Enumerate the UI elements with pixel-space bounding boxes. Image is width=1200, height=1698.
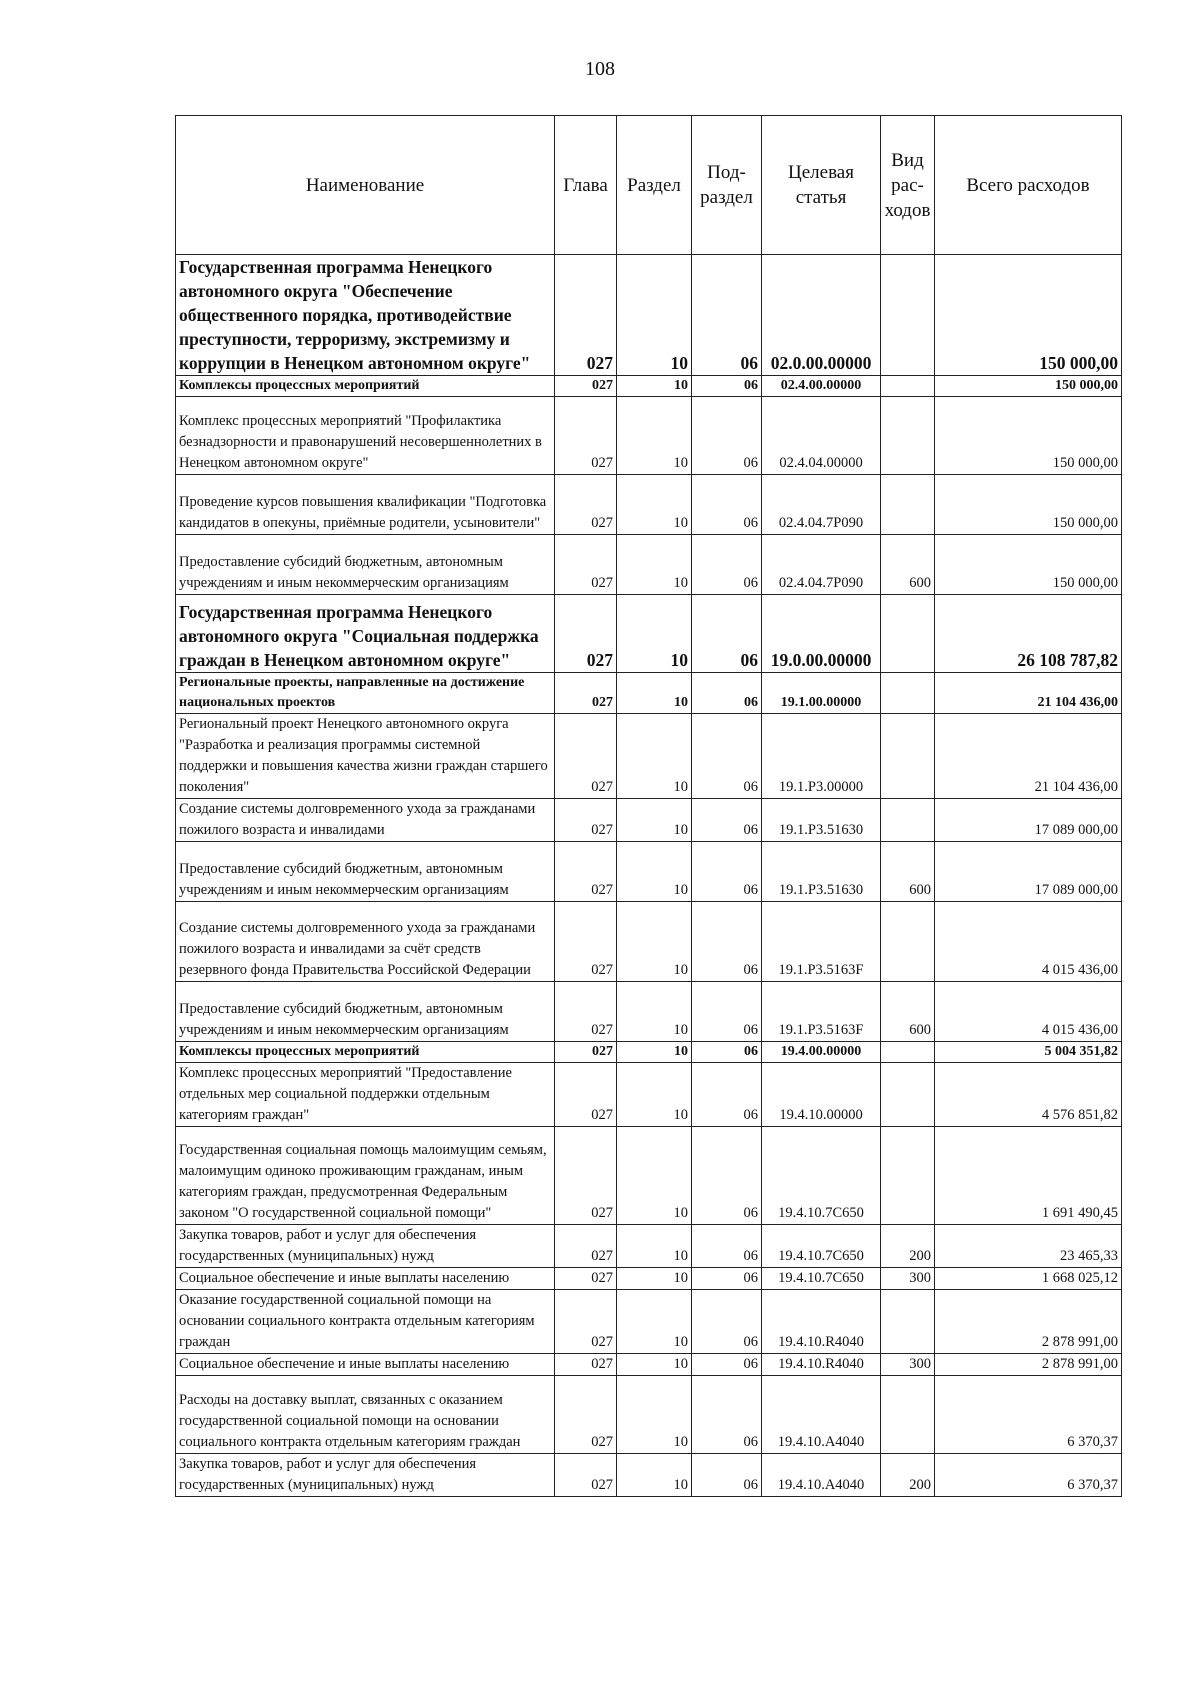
row-vid: 600 bbox=[881, 982, 935, 1042]
row-podrazdel: 06 bbox=[692, 982, 762, 1042]
row-total: 17 089 000,00 bbox=[935, 842, 1122, 902]
row-name: Социальное обеспечение и иные выплаты населению bbox=[176, 1354, 555, 1376]
row-vid: 200 bbox=[881, 1225, 935, 1268]
row-razdel: 10 bbox=[617, 902, 692, 982]
row-glava: 027 bbox=[555, 1225, 617, 1268]
row-podrazdel: 06 bbox=[692, 902, 762, 982]
row-glava: 027 bbox=[555, 1063, 617, 1127]
row-total: 17 089 000,00 bbox=[935, 799, 1122, 842]
row-vid bbox=[881, 799, 935, 842]
row-podrazdel: 06 bbox=[692, 1268, 762, 1290]
row-total: 23 465,33 bbox=[935, 1225, 1122, 1268]
row-target: 19.4.10.7С650 bbox=[762, 1127, 881, 1225]
row-glava: 027 bbox=[555, 255, 617, 376]
row-glava: 027 bbox=[555, 595, 617, 673]
row-vid bbox=[881, 475, 935, 535]
row-razdel: 10 bbox=[617, 1376, 692, 1454]
row-glava: 027 bbox=[555, 842, 617, 902]
row-target: 02.4.04.7Р090 bbox=[762, 475, 881, 535]
row-target: 19.1.Р3.5163F bbox=[762, 982, 881, 1042]
row-razdel: 10 bbox=[617, 535, 692, 595]
table-row bbox=[176, 1354, 1122, 1376]
row-name: Комплекс процессных мероприятий "Предоставление отдельных мер социальной поддержки отдельным категориям граждан" bbox=[176, 1063, 555, 1127]
row-target: 02.0.00.00000 bbox=[762, 255, 881, 376]
budget-table bbox=[175, 115, 1122, 1497]
row-razdel: 10 bbox=[617, 595, 692, 673]
row-total: 150 000,00 bbox=[935, 376, 1122, 397]
row-podrazdel: 06 bbox=[692, 1376, 762, 1454]
row-vid bbox=[881, 255, 935, 376]
row-glava: 027 bbox=[555, 982, 617, 1042]
row-glava: 027 bbox=[555, 1127, 617, 1225]
row-vid bbox=[881, 902, 935, 982]
row-total: 150 000,00 bbox=[935, 255, 1122, 376]
table-row bbox=[176, 1290, 1122, 1354]
row-razdel: 10 bbox=[617, 1290, 692, 1354]
row-target: 19.4.10.R4040 bbox=[762, 1354, 881, 1376]
row-total: 2 878 991,00 bbox=[935, 1290, 1122, 1354]
row-name: Расходы на доставку выплат, связанных с оказанием государственной социальной помощи на основании социального контракта отдельным категориям граждан bbox=[176, 1376, 555, 1454]
row-glava: 027 bbox=[555, 902, 617, 982]
row-glava: 027 bbox=[555, 475, 617, 535]
row-podrazdel: 06 bbox=[692, 1454, 762, 1497]
row-podrazdel: 06 bbox=[692, 1225, 762, 1268]
row-podrazdel: 06 bbox=[692, 376, 762, 397]
table-row bbox=[176, 595, 1122, 673]
row-razdel: 10 bbox=[617, 1127, 692, 1225]
row-razdel: 10 bbox=[617, 397, 692, 475]
row-podrazdel: 06 bbox=[692, 673, 762, 714]
table-row bbox=[176, 1376, 1122, 1454]
page-number: 108 bbox=[585, 58, 615, 80]
row-vid bbox=[881, 376, 935, 397]
table-row bbox=[176, 255, 1122, 376]
row-total: 150 000,00 bbox=[935, 397, 1122, 475]
table-row bbox=[176, 982, 1122, 1042]
header-target: Целевая статья bbox=[762, 116, 881, 255]
row-target: 19.1.Р3.51630 bbox=[762, 842, 881, 902]
row-vid: 300 bbox=[881, 1354, 935, 1376]
row-razdel: 10 bbox=[617, 376, 692, 397]
row-podrazdel: 06 bbox=[692, 595, 762, 673]
row-name: Предоставление субсидий бюджетным, автономным учреждениям и иным некоммерческим организациям bbox=[176, 842, 555, 902]
row-target: 19.4.10.R4040 bbox=[762, 1290, 881, 1354]
row-target: 19.1.00.00000 bbox=[762, 673, 881, 714]
table-row bbox=[176, 535, 1122, 595]
row-total: 2 878 991,00 bbox=[935, 1354, 1122, 1376]
row-razdel: 10 bbox=[617, 255, 692, 376]
row-razdel: 10 bbox=[617, 1268, 692, 1290]
row-podrazdel: 06 bbox=[692, 842, 762, 902]
table-row bbox=[176, 1042, 1122, 1063]
row-target: 19.4.00.00000 bbox=[762, 1042, 881, 1063]
row-total: 5 004 351,82 bbox=[935, 1042, 1122, 1063]
row-vid: 600 bbox=[881, 842, 935, 902]
row-total: 4 015 436,00 bbox=[935, 902, 1122, 982]
table-row bbox=[176, 842, 1122, 902]
row-vid bbox=[881, 397, 935, 475]
table-row bbox=[176, 376, 1122, 397]
row-razdel: 10 bbox=[617, 1454, 692, 1497]
row-name: Социальное обеспечение и иные выплаты населению bbox=[176, 1268, 555, 1290]
row-total: 1 668 025,12 bbox=[935, 1268, 1122, 1290]
row-glava: 027 bbox=[555, 1354, 617, 1376]
table-row bbox=[176, 397, 1122, 475]
row-podrazdel: 06 bbox=[692, 1290, 762, 1354]
table-row bbox=[176, 1268, 1122, 1290]
row-target: 19.4.10.00000 bbox=[762, 1063, 881, 1127]
row-vid bbox=[881, 1042, 935, 1063]
row-vid: 600 bbox=[881, 535, 935, 595]
row-razdel: 10 bbox=[617, 842, 692, 902]
row-vid bbox=[881, 1063, 935, 1127]
row-razdel: 10 bbox=[617, 714, 692, 799]
row-name: Предоставление субсидий бюджетным, автономным учреждениям и иным некоммерческим организациям bbox=[176, 535, 555, 595]
table-body bbox=[176, 255, 1122, 1497]
row-razdel: 10 bbox=[617, 673, 692, 714]
table-row bbox=[176, 1127, 1122, 1225]
row-total: 150 000,00 bbox=[935, 535, 1122, 595]
row-razdel: 10 bbox=[617, 1042, 692, 1063]
row-glava: 027 bbox=[555, 535, 617, 595]
row-razdel: 10 bbox=[617, 475, 692, 535]
row-glava: 027 bbox=[555, 673, 617, 714]
row-vid bbox=[881, 1290, 935, 1354]
row-name: Закупка товаров, работ и услуг для обеспечения государственных (муниципальных) нужд bbox=[176, 1225, 555, 1268]
table-row bbox=[176, 673, 1122, 714]
row-glava: 027 bbox=[555, 1454, 617, 1497]
row-target: 19.1.Р3.00000 bbox=[762, 714, 881, 799]
row-glava: 027 bbox=[555, 1268, 617, 1290]
row-total: 4 015 436,00 bbox=[935, 982, 1122, 1042]
row-total: 21 104 436,00 bbox=[935, 673, 1122, 714]
row-razdel: 10 bbox=[617, 1354, 692, 1376]
row-podrazdel: 06 bbox=[692, 1127, 762, 1225]
row-name: Создание системы долговременного ухода за гражданами пожилого возраста и инвалидами bbox=[176, 799, 555, 842]
header-name: Наименование bbox=[176, 116, 555, 255]
row-vid bbox=[881, 673, 935, 714]
header-row bbox=[176, 116, 1122, 255]
row-glava: 027 bbox=[555, 799, 617, 842]
table-row bbox=[176, 475, 1122, 535]
row-name: Проведение курсов повышения квалификации "Подготовка кандидатов в опекуны, приёмные родители, усыновители" bbox=[176, 475, 555, 535]
row-glava: 027 bbox=[555, 397, 617, 475]
row-target: 19.0.00.00000 bbox=[762, 595, 881, 673]
row-name: Создание системы долговременного ухода за гражданами пожилого возраста и инвалидами за счёт средств резервного фонда Правительства Российской Федерации bbox=[176, 902, 555, 982]
row-podrazdel: 06 bbox=[692, 714, 762, 799]
row-vid bbox=[881, 1376, 935, 1454]
row-podrazdel: 06 bbox=[692, 397, 762, 475]
row-name: Закупка товаров, работ и услуг для обеспечения государственных (муниципальных) нужд bbox=[176, 1454, 555, 1497]
row-vid bbox=[881, 1127, 935, 1225]
row-razdel: 10 bbox=[617, 982, 692, 1042]
row-name: Государственная социальная помощь малоимущим семьям, малоимущим одиноко проживающим гражданам, иным категориям граждан, предусмотренная Федеральным законом "О государственной социальной помощи" bbox=[176, 1127, 555, 1225]
header-vid: Вид рас- ходов bbox=[881, 116, 935, 255]
table-row bbox=[176, 799, 1122, 842]
row-vid: 200 bbox=[881, 1454, 935, 1497]
row-podrazdel: 06 bbox=[692, 255, 762, 376]
table-row bbox=[176, 1454, 1122, 1497]
table-row bbox=[176, 1225, 1122, 1268]
row-total: 1 691 490,45 bbox=[935, 1127, 1122, 1225]
row-podrazdel: 06 bbox=[692, 1063, 762, 1127]
row-target: 02.4.04.00000 bbox=[762, 397, 881, 475]
row-name: Комплексы процессных мероприятий bbox=[176, 1042, 555, 1063]
row-target: 19.1.Р3.5163F bbox=[762, 902, 881, 982]
row-total: 150 000,00 bbox=[935, 475, 1122, 535]
row-name: Государственная программа Ненецкого автономного округа "Обеспечение общественного порядка, противодействие преступности, терроризму, экстремизму и коррупции в Ненецком автономном округе" bbox=[176, 255, 555, 376]
row-vid: 300 bbox=[881, 1268, 935, 1290]
row-total: 26 108 787,82 bbox=[935, 595, 1122, 673]
row-vid bbox=[881, 595, 935, 673]
row-glava: 027 bbox=[555, 376, 617, 397]
row-glava: 027 bbox=[555, 1042, 617, 1063]
row-target: 19.1.Р3.51630 bbox=[762, 799, 881, 842]
row-razdel: 10 bbox=[617, 799, 692, 842]
row-podrazdel: 06 bbox=[692, 1042, 762, 1063]
row-name: Комплекс процессных мероприятий "Профилактика безнадзорности и правонарушений несовершеннолетних в Ненецком автономном округе" bbox=[176, 397, 555, 475]
row-name: Государственная программа Ненецкого автономного округа "Социальная поддержка граждан в Ненецком автономном округе" bbox=[176, 595, 555, 673]
table-row bbox=[176, 714, 1122, 799]
row-target: 19.4.10.А4040 bbox=[762, 1376, 881, 1454]
row-name: Региональные проекты, направленные на достижение национальных проектов bbox=[176, 673, 555, 714]
row-target: 19.4.10.7С650 bbox=[762, 1268, 881, 1290]
row-total: 6 370,37 bbox=[935, 1454, 1122, 1497]
row-target: 19.4.10.7С650 bbox=[762, 1225, 881, 1268]
row-podrazdel: 06 bbox=[692, 535, 762, 595]
row-glava: 027 bbox=[555, 714, 617, 799]
row-name: Региональный проект Ненецкого автономного округа "Разработка и реализация программы системной поддержки и повышения качества жизни граждан старшего поколения" bbox=[176, 714, 555, 799]
table-row bbox=[176, 902, 1122, 982]
row-podrazdel: 06 bbox=[692, 1354, 762, 1376]
row-target: 02.4.00.00000 bbox=[762, 376, 881, 397]
table-row bbox=[176, 1063, 1122, 1127]
header-podrazdel: Под- раздел bbox=[692, 116, 762, 255]
row-glava: 027 bbox=[555, 1290, 617, 1354]
row-vid bbox=[881, 714, 935, 799]
row-total: 21 104 436,00 bbox=[935, 714, 1122, 799]
row-razdel: 10 bbox=[617, 1063, 692, 1127]
row-total: 4 576 851,82 bbox=[935, 1063, 1122, 1127]
row-podrazdel: 06 bbox=[692, 475, 762, 535]
row-target: 19.4.10.А4040 bbox=[762, 1454, 881, 1497]
row-glava: 027 bbox=[555, 1376, 617, 1454]
header-total: Всего расходов bbox=[935, 116, 1122, 255]
header-glava: Глава bbox=[555, 116, 617, 255]
row-podrazdel: 06 bbox=[692, 799, 762, 842]
row-target: 02.4.04.7Р090 bbox=[762, 535, 881, 595]
row-name: Комплексы процессных мероприятий bbox=[176, 376, 555, 397]
row-name: Предоставление субсидий бюджетным, автономным учреждениям и иным некоммерческим организациям bbox=[176, 982, 555, 1042]
row-total: 6 370,37 bbox=[935, 1376, 1122, 1454]
row-razdel: 10 bbox=[617, 1225, 692, 1268]
header-razdel: Раздел bbox=[617, 116, 692, 255]
row-name: Оказание государственной социальной помощи на основании социального контракта отдельным категориям граждан bbox=[176, 1290, 555, 1354]
